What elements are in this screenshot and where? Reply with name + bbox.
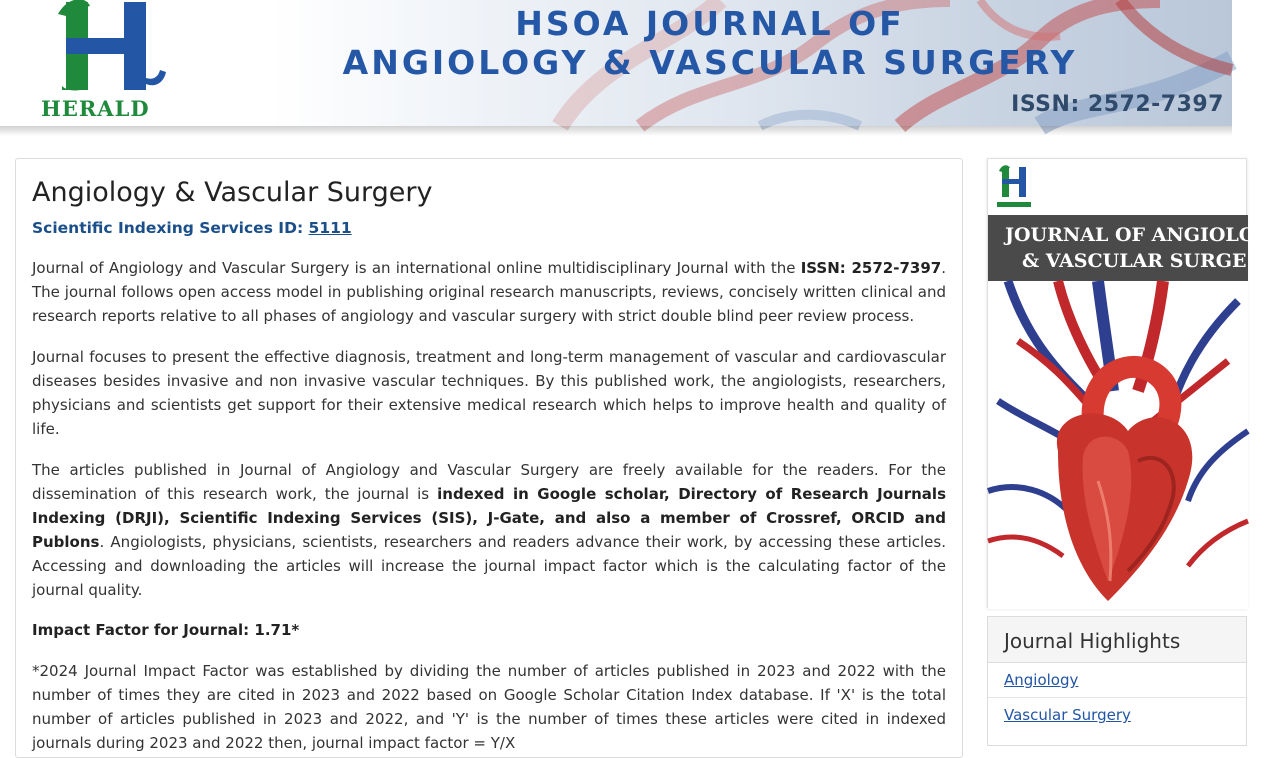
journal-cover-image[interactable] [987,158,1256,608]
highlight-link-angiology[interactable]: Angiology [988,663,1246,698]
journal-highlights-panel [987,616,1247,746]
indexing-text-c: . Angiologists, physicians, scientists, researchers and readers advance their work, by accessing these articles. Accessing and downloading the articles will increase the journal impact factor which is the calculating factor of the journal quality. [32,533,946,599]
journal-banner [0,0,1232,126]
cover-title-line2: & VASCULAR SURGE [1022,250,1247,272]
banner-title-line2: ANGIOLOGY & VASCULAR SURGERY [342,43,1078,82]
scientific-indexing-id-link[interactable]: 5111 [308,219,352,237]
scientific-indexing-line [32,217,946,239]
intro-text-a: Journal of Angiology and Vascular Surgery is an international online multidisciplinary Journal with the [32,259,801,277]
indexing-paragraph [32,458,946,602]
indexing-databases: indexed in Google scholar, Directory of Research Journals Indexing (DRJI), Scientific Indexing Services (SIS), J-Gate, and also a member of Crossref, ORCID and Publons [32,485,946,551]
journal-highlights-title: Journal Highlights [988,617,1246,663]
highlight-link-vascular-surgery[interactable]: Vascular Surgery [1004,706,1131,724]
intro-paragraph [32,256,946,328]
heart-illustration [988,281,1248,609]
cover-title-line1: JOURNAL OF ANGIOLO [1005,224,1256,246]
intro-issn: ISSN: 2572-7397 [800,259,942,277]
banner-divider [0,126,1232,136]
page-title: Angiology & Vascular Surgery [32,177,433,208]
intro-text-c: . The journal follows open access model in publishing original research manuscripts, reviews, concisely written clinical and research reports relative to all phases of angiology and vascular surgery with strict double blind peer review process. [32,259,946,325]
herald-logo-text: HERALD [41,96,150,121]
impact-factor-explanation: *2024 Journal Impact Factor was established by dividing the number of articles published in 2023 and 2022 with the number of times they are cited in 2023 and 2022 based on Google Scholar Citation Index database. If 'X' is the total number of articles published in 2023 and 2022, and 'Y' is the number of times these articles were cited in indexed journals during 2023 and 2022 then, journal impact factor = Y/X [32,662,946,752]
cover-herald-logo [994,161,1034,213]
journal-description-card [15,158,963,758]
banner-issn: ISSN: 2572-7397 [1011,92,1224,117]
indexing-text-a: The articles published in Journal of Angiology and Vascular Surgery are freely available for the readers. For the dissemination of this research work, the journal is [32,461,946,503]
impact-factor-heading: Impact Factor for Journal: 1.71* [32,621,300,639]
banner-title-line1: HSOA JOURNAL OF [515,4,905,43]
scientific-indexing-label: Scientific Indexing Services ID: [32,219,309,237]
focus-paragraph: Journal focuses to present the effective diagnosis, treatment and long-term management of vascular and cardiovascular diseases besides invasive and non invasive vascular techniques. By this published work, the angiologists, researchers, physicians and scientists get support for their extensive medical research which helps to improve health and quality of life. [32,348,946,438]
